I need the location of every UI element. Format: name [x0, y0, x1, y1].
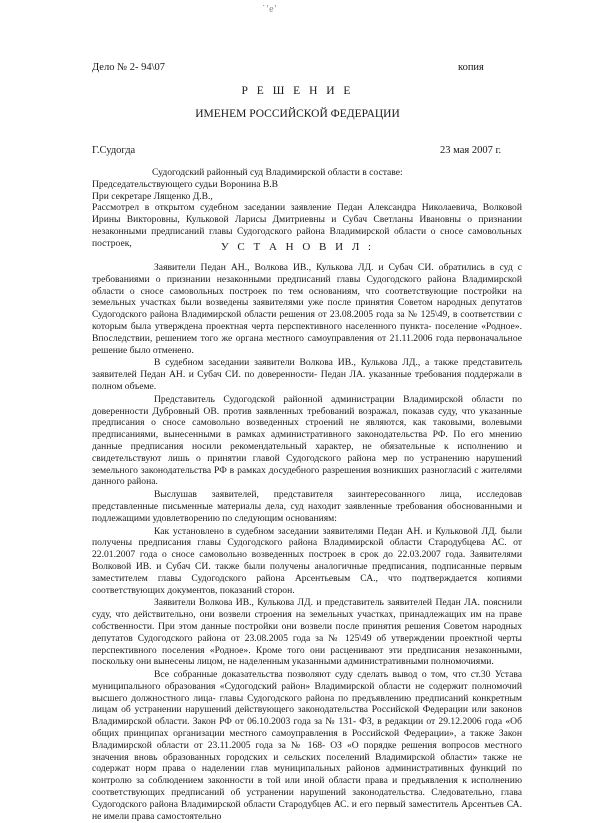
- case-line: Рассмотрел в открытом судебном заседании заявление Педан Александра Николаевича, Волковой Ирины Викторовны, Кульковой Ларисы Дмитриевны и Субач Светланы Ивановны о признании незаконными предписаний главы Судогодского района Владимирской области о сносе самовольных построек,: [92, 202, 522, 249]
- court-composition: [92, 167, 522, 250]
- paragraph: Представитель Судогодской районной администрации Владимирской области по доверенности Дубровный ОВ. против заявленных требований возражал, показав суду, что указанные предписания о сносе самовольно возведенных строений не являются, как таковыми, волевыми предписаниями, вынесенными в рамках административного законодательства РФ. По его мнению данные предписания носили рекомендательный характер, не обязательные к исполнению и свидетельствуют лишь о принятии главой Судогодского района мер по устранению нарушений земельного законодательства РФ в рамках досудебного разрешения возникших разногласий с жителями данного района.: [92, 393, 522, 488]
- paragraph: Заявители Волкова ИВ., Кулькова ЛД. и представитель заявителей Педан ЛА. пояснили суду, что действительно, они возвели строения на земельных участках, принадлежащих им на праве собственности. При этом данные постройки они возвели после принятия решения Советом народных депутатов Судогодского района от 23.08.2005 года за № 125\49 об утверждении проектной черты перспективного поселения «Родное». Кроме того они расценивают эти предписания незаконными, поскольку они вынесены лицом, не наделенным указанными административными полномочиями.: [92, 597, 522, 668]
- paragraph: Заявители Педан АН., Волкова ИВ., Кулькова ЛД. и Субач СИ. обратились в суд с требованиями о признании незаконными предписаний главы Судогодского района Владимирской области о сносе самовольных построек по тем основаниям, что соответствующие постройки на земельных участках были возведены заявителями уже после принятия Советом народных депутатов Судогодского района Владимирской области решения от 23.08.2005 года за № 125\49, в соответствии с которым была утверждена проектная черта перспективного населенного пункта- поселение «Родное». Впоследствии, решением того же органа местного самоуправления от 21.11.2006 года первоначальное решение было отменено.: [92, 262, 522, 356]
- judge-line: Председательствующего судьи Воронина В.В: [92, 178, 279, 190]
- name-of-title: ИМЕНЕМ РОССИЙСКОЙ ФЕДЕРАЦИИ: [195, 108, 400, 120]
- paragraph: Выслушав заявителей, представителя заинтересованного лица, исследовав представленные письменные материалы дела, суд находит заявленные требования обоснованными и подлежащими удовлетворению по следующим основаниям:: [92, 489, 522, 524]
- secretary-line: При секретаре Лященко Д.В.,: [92, 190, 213, 202]
- established-heading: У С Т А Н О В И Л :: [220, 241, 375, 253]
- place: Г.Судогда: [92, 145, 136, 156]
- scan-mark: ˙'е': [262, 4, 278, 15]
- decision-title: Р Е Ш Е Н И Е: [241, 85, 354, 97]
- copy-label: копия: [458, 62, 484, 73]
- case-number: Дело № 2- 94\07: [92, 62, 165, 73]
- decision-body: [92, 262, 522, 823]
- paragraph: Все собранные доказательства позволяют суду сделать вывод о том, что ст.30 Устава муниципального образования «Судогодский район» Владимирской области не содержит полномочий высшего должностного лица- главы Судогодского района по предъявлению предписаний конкретным лицам об устранении нарушений действующего законодательства Российской Федерации или законов Владимирской области. Закон РФ от 06.10.2003 года за № 131- ФЗ, в редакции от 29.12.2006 года «Об общих принципах организации местного самоуправления в Российской Федерации», а также Закон Владимирской области от 23.11.2005 года за № 168- ОЗ «О порядке решения вопросов местного значения вновь образованных городских и сельских поселений Владимирской области» также не содержат норм права о наделении глав муниципальных районов административных функций по контролю за соблюдением законности в той или иной области права и предъявления к исполнению соответствующих предписаний об устранении нарушений законодательства. Следовательно, глава Судогодского района Владимирской области Стародубцев АС. и его первый заместитель Арсентьев СА. не имели права самостоятельно: [92, 669, 522, 822]
- paragraph: В судебном заседании заявители Волкова ИВ., Кулькова ЛД., а также представитель заявителей Педан АН. и Субач СИ. по доверенности- Педан ЛА. указанные требования поддержали в полном объеме.: [92, 357, 522, 392]
- court-line: Судогодский районный суд Владимирской области в составе:: [152, 167, 403, 178]
- date: 23 мая 2007 г.: [440, 145, 502, 156]
- paragraph: Как установлено в судебном заседании заявителями Педан АН. и Кульковой ЛД. были получены предписания главы Судогодского района Владимирской области Стародубцева АС. от 22.01.2007 года о сносе самовольно возведенных построек в срок до 22.03.2007 года. Заявителями Волковой ИВ. и Субач СИ. также были получены аналогичные предписания, подписанные первым заместителем главы Судогодского района Арсентьевым СА., что подтверждается копиями соответствующих документов, показаний сторон.: [92, 525, 522, 596]
